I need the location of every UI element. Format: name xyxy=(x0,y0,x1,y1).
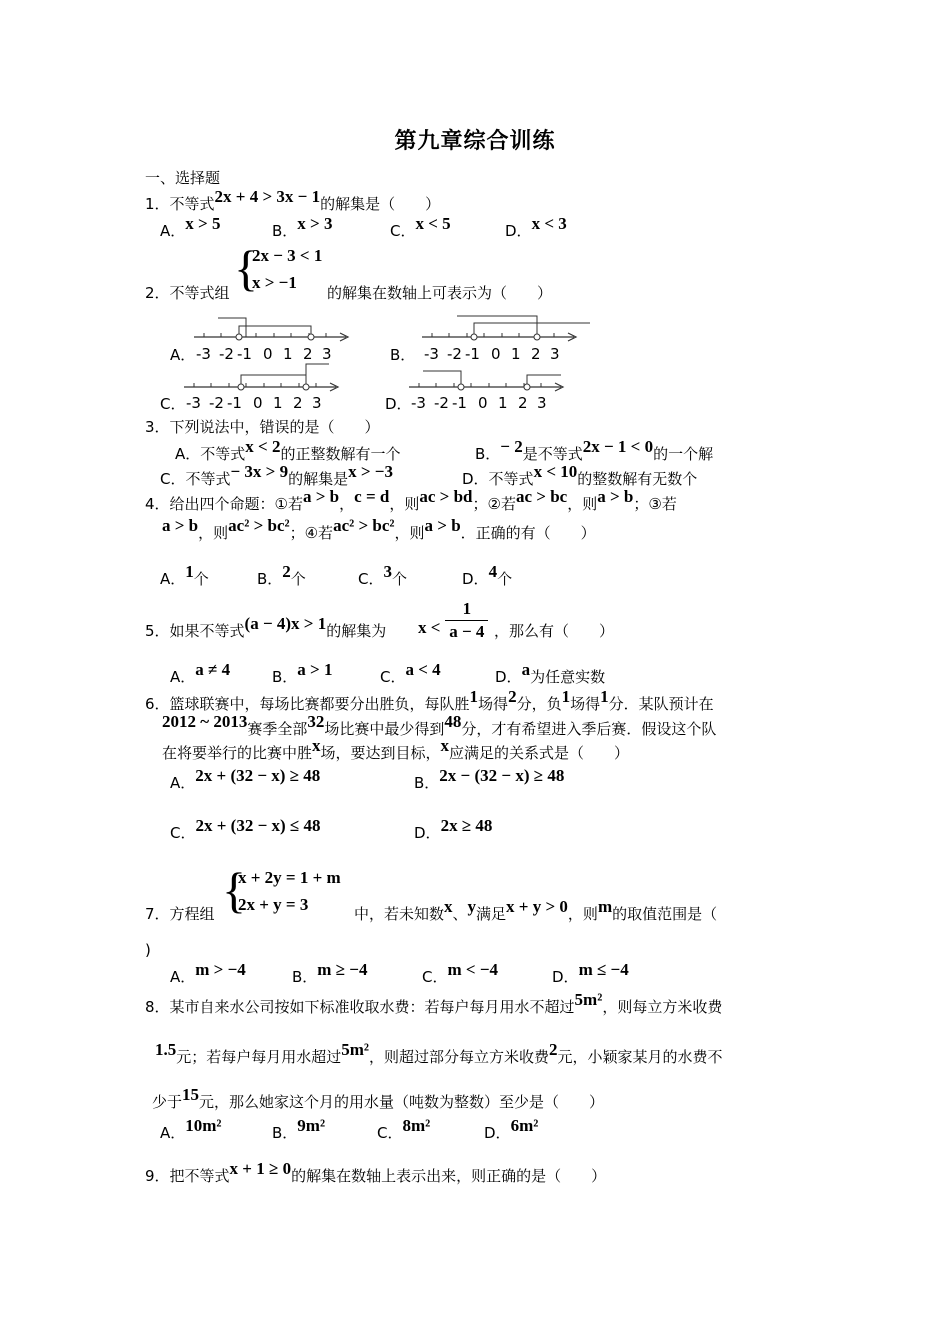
text: B． xyxy=(475,445,501,463)
q8-option-b xyxy=(272,1116,326,1143)
tick-label: -1 xyxy=(465,345,480,363)
text: 、 xyxy=(452,905,468,923)
tick-label: 3 xyxy=(322,345,332,363)
text: ．正确的有（ ） xyxy=(460,524,596,542)
option-math: 2x + (32 − x) ≤ 48 xyxy=(195,816,321,835)
option-text: 为任意实数 xyxy=(530,668,606,686)
tick-label: 1 xyxy=(273,394,283,412)
text: D．不等式 xyxy=(462,470,534,488)
question-8-line-3 xyxy=(152,1085,605,1112)
text: 元，小颖家某月的水费不 xyxy=(557,1048,723,1066)
option-math: 2x − (32 − x) ≥ 48 xyxy=(439,766,565,785)
q7-stem-rest xyxy=(354,897,718,924)
text: 满足 xyxy=(476,905,507,923)
q2-stem-pre: 2．不等式组 xyxy=(145,284,230,302)
q2-number-line-b xyxy=(418,312,598,364)
question-5 xyxy=(145,614,387,641)
q1-option-b xyxy=(272,214,333,241)
tick-label: 2 xyxy=(303,345,313,363)
text: 中，若未知数 xyxy=(354,905,445,923)
option-label: D． xyxy=(495,668,522,686)
tick-label: -1 xyxy=(227,394,242,412)
option-math: m ≤ −4 xyxy=(578,960,629,979)
q2-system-line-1 xyxy=(252,246,323,273)
math: 2 xyxy=(549,1040,558,1059)
math: 1 xyxy=(469,687,479,706)
option-label: C． xyxy=(170,824,196,842)
text: ， xyxy=(339,495,355,513)
option-math: x < 5 xyxy=(415,214,451,233)
option-label: C． xyxy=(390,222,416,240)
math: a > b xyxy=(597,487,634,506)
q5-option-b xyxy=(272,660,333,687)
math: 1 xyxy=(561,687,571,706)
q7-option-d xyxy=(552,960,629,987)
option-label: C． xyxy=(380,668,406,686)
q3-option-d xyxy=(462,462,698,489)
option-math: 2x ≥ 48 xyxy=(440,816,493,835)
option-math: a xyxy=(521,660,531,679)
text: ；②若 xyxy=(472,495,516,513)
option-label: A． xyxy=(160,1124,186,1142)
text: 是不等式 xyxy=(522,445,583,463)
text: 场得 xyxy=(478,695,509,713)
option-math: a < 4 xyxy=(405,660,441,679)
q3-option-a xyxy=(175,437,401,464)
math: x + y > 0 xyxy=(506,897,568,916)
tick-label: 0 xyxy=(491,345,501,363)
q4-option-b xyxy=(257,562,306,589)
option-math: 8m² xyxy=(402,1116,431,1135)
tick-label: 3 xyxy=(537,394,547,412)
denominator: a − 4 xyxy=(449,622,485,641)
option-label: D． xyxy=(484,1124,511,1142)
math: x < 10 xyxy=(533,462,578,481)
math: m xyxy=(597,897,613,916)
system-equation: 2x + y = 3 xyxy=(238,895,309,914)
option-math: 2x + (32 − x) ≥ 48 xyxy=(195,766,321,785)
q6-option-d xyxy=(414,816,493,843)
tick-label: -3 xyxy=(411,394,426,412)
math: x < 2 xyxy=(245,437,281,456)
tick-label: 1 xyxy=(283,345,293,363)
option-unit: 个 xyxy=(290,570,306,588)
q8-option-c xyxy=(377,1116,431,1143)
text: ，则 xyxy=(567,905,598,923)
question-3: 3．下列说法中，错误的是（ ） xyxy=(145,418,380,436)
question-8-line-2 xyxy=(155,1040,723,1067)
text: 场，要达到目标， xyxy=(320,744,441,762)
math: a > b xyxy=(162,516,199,535)
math: − 3x > 9 xyxy=(230,462,289,481)
q7-system-line-2 xyxy=(238,895,309,922)
question-4-line-2 xyxy=(162,516,596,543)
option-label: A． xyxy=(170,774,196,792)
q8-option-a xyxy=(160,1116,222,1143)
text: 的一个解 xyxy=(653,445,714,463)
question-9 xyxy=(145,1159,607,1186)
tick-label: 2 xyxy=(518,394,528,412)
q4-option-a xyxy=(160,562,209,589)
text: 9．把不等式 xyxy=(145,1167,230,1185)
option-math: x > 5 xyxy=(185,214,221,233)
math: 48 xyxy=(444,712,462,731)
option-label: B． xyxy=(272,1124,298,1142)
math: 32 xyxy=(307,712,325,731)
tick-label: -2 xyxy=(209,394,224,412)
math: 15 xyxy=(182,1085,200,1104)
text: 的取值范围是（ xyxy=(612,905,718,923)
math: x > −3 xyxy=(348,462,393,481)
math: a > b xyxy=(303,487,340,506)
q2-number-line-d xyxy=(405,362,575,412)
math: a > b xyxy=(424,516,461,535)
text: ，则 xyxy=(567,495,598,513)
q2-number-line-a xyxy=(190,312,360,364)
text: ，则 xyxy=(389,495,420,513)
q3-option-c xyxy=(160,462,393,489)
tick-label: -3 xyxy=(186,394,201,412)
text: 应满足的关系式是（ ） xyxy=(449,744,630,762)
text: ，则 xyxy=(198,524,229,542)
math: x xyxy=(312,736,321,755)
text: 的解集为 xyxy=(326,622,387,640)
text: 4．给出四个命题：①若 xyxy=(145,495,303,513)
option-unit: 个 xyxy=(391,570,407,588)
math: ac > bd xyxy=(419,487,473,506)
text: C．不等式 xyxy=(160,470,231,488)
option-label: C． xyxy=(422,968,448,986)
tick-label: -2 xyxy=(447,345,462,363)
q5-fraction xyxy=(418,598,488,643)
q4-option-d xyxy=(462,562,513,589)
q2-option-d-label: D． xyxy=(385,395,412,413)
text: 元；若每户每月用水超过 xyxy=(176,1048,342,1066)
q1-stem-pre: 1．不等式 xyxy=(145,195,215,213)
question-6-line-1 xyxy=(145,687,714,714)
question-8-line-1 xyxy=(145,990,723,1017)
text: A．不等式 xyxy=(175,445,246,463)
q8-option-d xyxy=(484,1116,539,1143)
tick-label: 2 xyxy=(531,345,541,363)
option-math: 3 xyxy=(383,562,392,581)
text: 在将要举行的比赛中胜 xyxy=(162,744,313,762)
tick-label: -1 xyxy=(452,394,467,412)
system-equation: x > −1 xyxy=(252,273,297,292)
tick-label: 3 xyxy=(550,345,560,363)
option-math: 4 xyxy=(488,562,498,581)
option-math: m ≥ −4 xyxy=(317,960,368,979)
text: ，则超过部分每立方米收费 xyxy=(369,1048,550,1066)
option-unit: 个 xyxy=(497,570,513,588)
text: 元，那么她家这个月的用水量（吨数为整数）至少是（ ） xyxy=(199,1093,605,1111)
math: 2x − 1 < 0 xyxy=(582,437,654,456)
math: 1 xyxy=(600,687,609,706)
math: ac² > bc² xyxy=(228,516,290,535)
text: 5．如果不等式 xyxy=(145,622,245,640)
q7-stem-pre: 7．方程组 xyxy=(145,905,215,923)
option-label: B． xyxy=(272,222,298,240)
option-label: D． xyxy=(462,570,489,588)
text: ，则每立方米收费 xyxy=(602,998,723,1016)
q7-option-b xyxy=(292,960,368,987)
q2-option-b-label: B． xyxy=(390,346,416,364)
q1-math: 2x + 4 > 3x − 1 xyxy=(214,187,321,206)
question-4-line-1 xyxy=(145,487,677,514)
text: 分，负 xyxy=(516,695,562,713)
tick-label: 3 xyxy=(312,394,322,412)
option-label: C． xyxy=(377,1124,403,1142)
option-math: 9m² xyxy=(297,1116,326,1135)
q5-option-c xyxy=(380,660,441,687)
option-unit: 个 xyxy=(193,570,209,588)
fraction xyxy=(445,598,488,643)
tick-label: 1 xyxy=(498,394,508,412)
math: (a − 4)x > 1 xyxy=(244,614,327,633)
option-math: m < −4 xyxy=(447,960,499,979)
math: ac² > bc² xyxy=(333,516,395,535)
q5-stem-post: ，那么有（ ） xyxy=(494,622,615,640)
q2-system-brace: { xyxy=(234,240,258,296)
option-label: B． xyxy=(292,968,318,986)
option-label: A． xyxy=(170,668,196,686)
q1-stem-post: 的解集是（ ） xyxy=(320,195,441,213)
tick-label: -1 xyxy=(237,345,252,363)
tick-label: 1 xyxy=(511,345,521,363)
math: − 2 xyxy=(500,437,523,456)
section-heading: 一、选择题 xyxy=(145,169,221,187)
question-6-line-3 xyxy=(162,736,630,763)
option-label: D． xyxy=(552,968,579,986)
question-6-line-2 xyxy=(162,712,717,739)
q2-system-line-2 xyxy=(252,273,297,300)
option-label: A． xyxy=(160,570,186,588)
q2-option-c-label: C． xyxy=(160,395,186,413)
text: 的正整数解有一个 xyxy=(280,445,401,463)
text: 赛季全部 xyxy=(247,720,308,738)
text: 分，才有希望进入季后赛．假设这个队 xyxy=(461,720,717,738)
q3-option-b xyxy=(475,437,714,464)
text: ，则 xyxy=(394,524,425,542)
text: ；③若 xyxy=(633,495,677,513)
text: 分．某队预计在 xyxy=(608,695,714,713)
text: 8．某市自来水公司按如下标准收取水费：若每户每月用水不超过 xyxy=(145,998,575,1016)
tick-label: -2 xyxy=(219,345,234,363)
option-math: x < 3 xyxy=(531,214,567,233)
math: x + 1 ≥ 0 xyxy=(229,1159,292,1178)
math: 1.5 xyxy=(155,1040,177,1059)
tick-label: -2 xyxy=(434,394,449,412)
option-math: a ≠ 4 xyxy=(195,660,231,679)
math: 5m² xyxy=(341,1040,370,1059)
option-label: C． xyxy=(358,570,384,588)
q2-stem-post: 的解集在数轴上可表示为（ ） xyxy=(327,284,553,302)
q1-option-a xyxy=(160,214,221,241)
option-math: 2 xyxy=(282,562,291,581)
math: 5m² xyxy=(574,990,603,1009)
q5-option-d xyxy=(495,660,606,687)
option-label: B． xyxy=(257,570,283,588)
q1-option-d xyxy=(505,214,567,241)
q6-option-a xyxy=(170,766,321,793)
math: c = d xyxy=(354,487,390,506)
q1-option-c xyxy=(390,214,451,241)
text: 少于 xyxy=(152,1093,183,1111)
q7-stem-close: ) xyxy=(145,941,151,959)
math: x xyxy=(444,897,453,916)
math: 2 xyxy=(508,687,517,706)
text: 的解集是 xyxy=(288,470,349,488)
page-title: 第九章综合训练 xyxy=(394,129,556,154)
q7-system-brace: { xyxy=(222,862,246,918)
option-label: A． xyxy=(160,222,186,240)
math: x xyxy=(440,736,450,755)
option-label: B． xyxy=(272,668,298,686)
option-math: x > 3 xyxy=(297,214,333,233)
option-label: D． xyxy=(505,222,532,240)
tick-label: -3 xyxy=(196,345,211,363)
math: x < xyxy=(418,618,441,637)
text: 6．篮球联赛中，每场比赛都要分出胜负，每队胜 xyxy=(145,695,470,713)
option-label: B． xyxy=(414,774,440,792)
q2-number-line-c xyxy=(180,362,350,412)
q5-option-a xyxy=(170,660,231,687)
text: 的解集在数轴上表示出来，则正确的是（ ） xyxy=(291,1167,607,1185)
math: 2012 ~ 2013 xyxy=(162,712,248,731)
math: y xyxy=(467,897,477,916)
q6-option-b xyxy=(414,766,565,793)
system-equation: 2x − 3 < 1 xyxy=(252,246,323,265)
q7-system-line-1 xyxy=(238,868,341,895)
option-label: A． xyxy=(170,968,196,986)
tick-label: 2 xyxy=(293,394,303,412)
q2-option-a-label: A． xyxy=(170,346,196,364)
system-equation: x + 2y = 1 + m xyxy=(238,868,341,887)
q6-option-c xyxy=(170,816,321,843)
text: 的整数解有无数个 xyxy=(577,470,698,488)
tick-label: 0 xyxy=(478,394,488,412)
option-math: 10m² xyxy=(185,1116,222,1135)
tick-label: 0 xyxy=(253,394,263,412)
text: 场比赛中最少得到 xyxy=(324,720,445,738)
numerator: 1 xyxy=(445,598,488,621)
q7-option-a xyxy=(170,960,246,987)
question-1 xyxy=(145,187,441,214)
option-math: 6m² xyxy=(510,1116,539,1135)
option-label: D． xyxy=(414,824,441,842)
q7-option-c xyxy=(422,960,499,987)
q4-option-c xyxy=(358,562,407,589)
text: ；④若 xyxy=(289,524,334,542)
tick-label: 0 xyxy=(263,345,273,363)
tick-label: -3 xyxy=(424,345,439,363)
text: 场得 xyxy=(570,695,601,713)
option-math: m > −4 xyxy=(195,960,246,979)
math: ac > bc xyxy=(515,487,568,506)
option-math: a > 1 xyxy=(297,660,333,679)
option-math: 1 xyxy=(185,562,194,581)
